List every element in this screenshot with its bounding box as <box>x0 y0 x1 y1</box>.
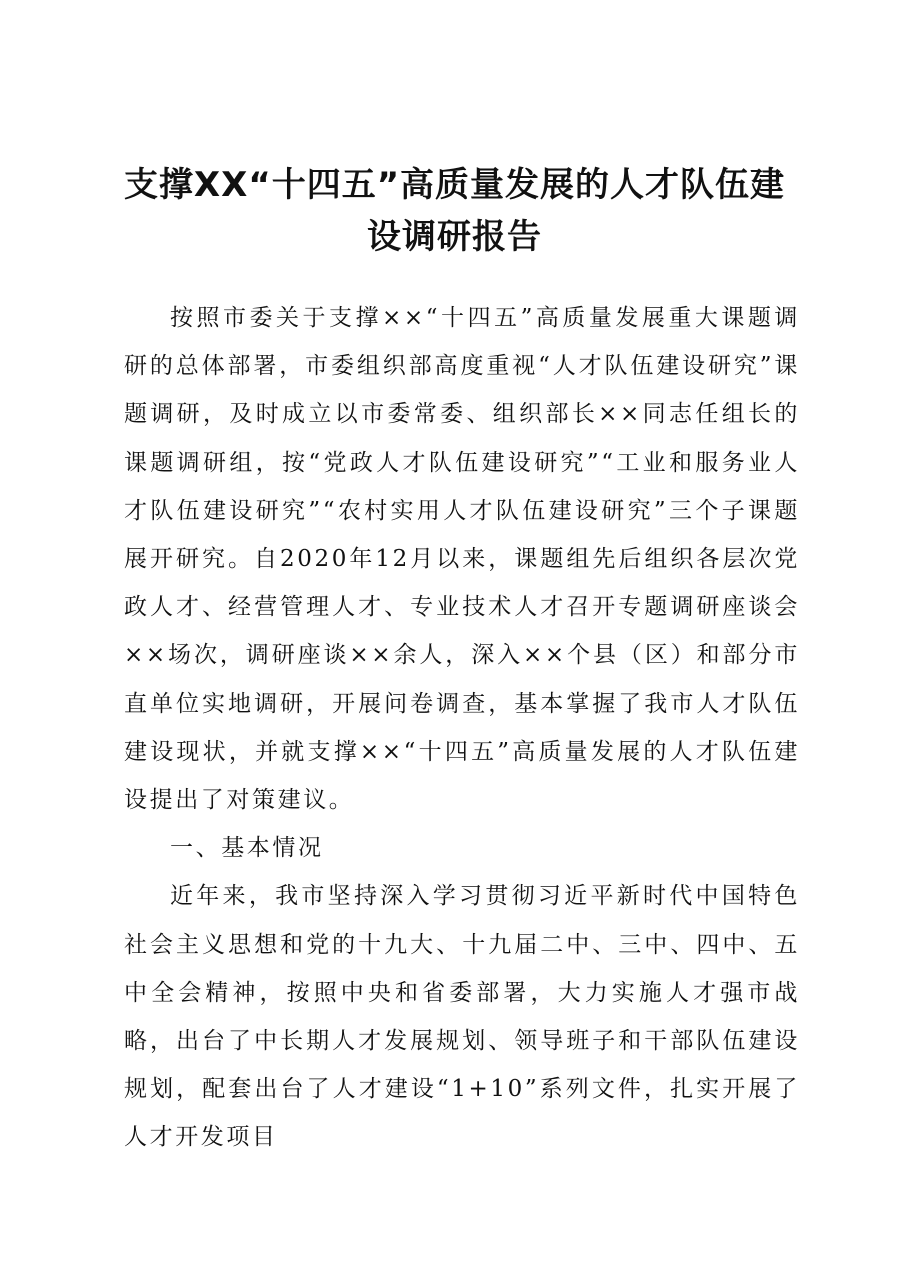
basic-situation-paragraph: 近年来，我市坚持深入学习贯彻习近平新时代中国特色社会主义思想和党的十九大、十九届二中、三中、四中、五中全会精神，按照中央和省委部署，大力实施人才强市战略，出台了中长期人才发展规划、领导班子和干部队伍建设规划，配套出台了人才建设“1+10”系列文件，扎实开展了人才开发项目 <box>124 883 800 1151</box>
document-body <box>124 294 800 1162</box>
section-heading-basic-situation: 一、基本情况 <box>170 835 324 862</box>
document-title-line-2: 设调研报告 <box>367 217 542 257</box>
document-title-line-1: 支撑XX“十四五”高质量发展的人才队伍建 <box>123 165 786 205</box>
intro-paragraph: 按照市委关于支撑××“十四五”高质量发展重大课题调研的总体部署，市委组织部高度重视“人才队伍建设研究”课题调研，及时成立以市委常委、组织部长××同志任组长的课题调研组，按“党政人才队伍建设研究”“工业和服务业人才队伍建设研究”“农村实用人才队伍建设研究”三个子课题展开研究。自2020年12月以来，课题组先后组织各层次党政人才、经营管理人才、专业技术人才召开专题调研座谈会××场次，调研座谈××余人，深入××个县（区）和部分市直单位实地调研，开展问卷调查，基本掌握了我市人才队伍建设现状，并就支撑××“十四五”高质量发展的人才队伍建设提出了对策建议。 <box>124 305 800 814</box>
